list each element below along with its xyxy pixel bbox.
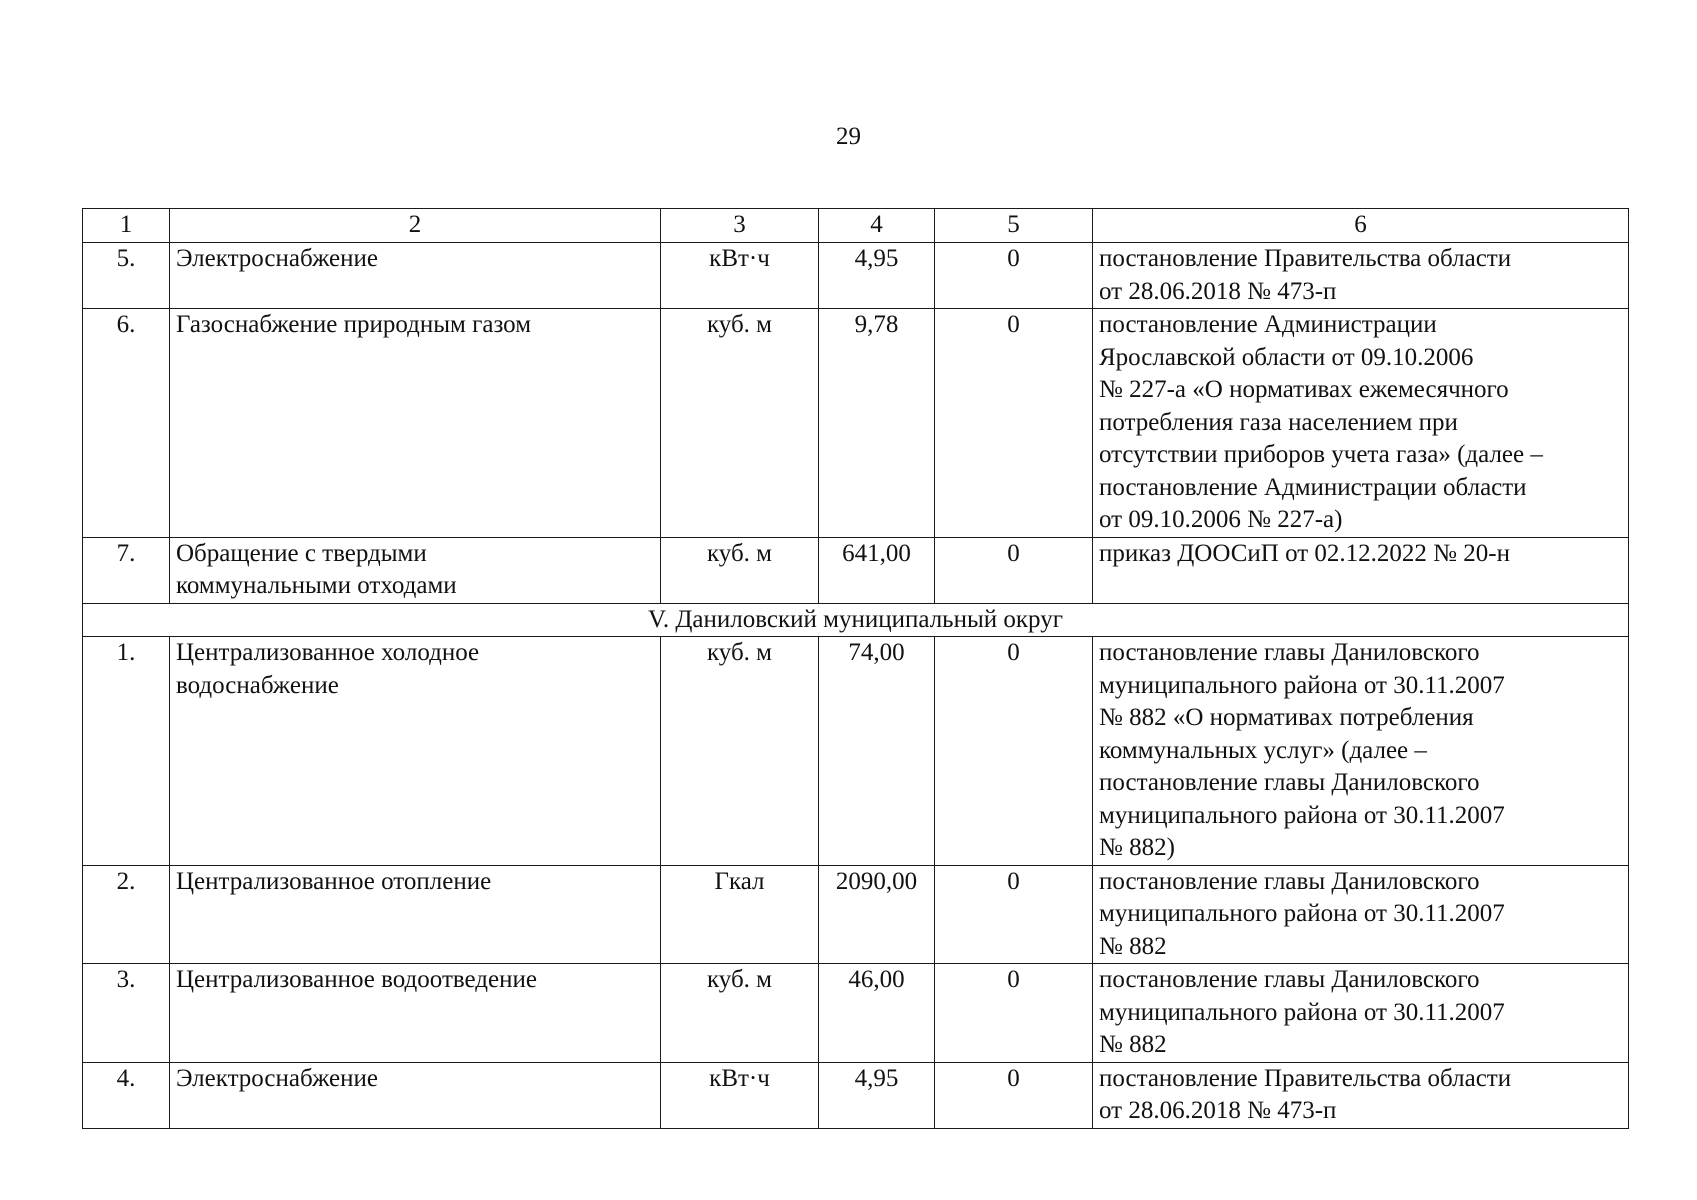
legal-basis <box>1093 537 1629 603</box>
unit-of-measure: куб. м <box>661 537 819 603</box>
row-number: 5. <box>83 243 170 309</box>
increase-coefficient: 0 <box>935 865 1093 964</box>
service-name <box>170 537 661 603</box>
unit-of-measure: куб. м <box>661 964 819 1063</box>
increase-coefficient: 0 <box>935 1062 1093 1128</box>
row-number: 1. <box>83 637 170 866</box>
legal-basis <box>1093 637 1629 866</box>
section-row <box>83 603 1629 637</box>
service-name <box>170 637 661 866</box>
legal-basis-line: № 882 «О нормативах потребления <box>1099 704 1474 731</box>
service-name-line: коммунальными отходами <box>176 572 457 599</box>
column-number: 2 <box>170 209 661 243</box>
legal-basis <box>1093 243 1629 309</box>
unit-of-measure: кВт·ч <box>661 1062 819 1128</box>
legal-basis-line: постановление главы Даниловского <box>1099 639 1480 666</box>
table-row <box>83 865 1629 964</box>
legal-basis-line: отсутствии приборов учета газа» (далее – <box>1099 441 1543 468</box>
norm-value: 2090,00 <box>819 865 935 964</box>
increase-coefficient: 0 <box>935 637 1093 866</box>
legal-basis-line: постановление главы Даниловского <box>1099 966 1480 993</box>
legal-basis-line: № 882 <box>1099 932 1167 960</box>
table-row <box>83 1062 1629 1128</box>
unit-of-measure: кВт·ч <box>661 243 819 309</box>
column-number: 3 <box>661 209 819 243</box>
legal-basis-line: муниципального района от 30.11.2007 <box>1099 801 1505 829</box>
row-number: 6. <box>83 309 170 538</box>
table-row <box>83 309 1629 538</box>
row-number: 3. <box>83 964 170 1063</box>
column-number: 1 <box>83 209 170 243</box>
page-number: 29 <box>836 123 861 150</box>
legal-basis-line: муниципального района от 30.11.2007 <box>1099 671 1505 699</box>
norm-value: 641,00 <box>819 537 935 603</box>
column-number: 4 <box>819 209 935 243</box>
norm-value: 46,00 <box>819 964 935 1063</box>
service-name: Электроснабжение <box>170 243 661 309</box>
column-number: 5 <box>935 209 1093 243</box>
legal-basis-line: постановление главы Даниловского <box>1099 769 1480 796</box>
column-number: 6 <box>1093 209 1629 243</box>
norm-value: 4,95 <box>819 1062 935 1128</box>
legal-basis-line: № 227-а «О нормативах ежемесячного <box>1099 376 1509 403</box>
service-name-line: Обращение с твердыми <box>176 539 427 567</box>
legal-basis-line: постановление Правительства области <box>1099 1064 1512 1092</box>
legal-basis-line: постановление Администрации <box>1099 311 1437 338</box>
legal-basis-line: муниципального района от 30.11.2007 <box>1099 900 1505 927</box>
legal-basis-line: приказ ДООСиП от 02.12.2022 № 20-н <box>1099 539 1510 567</box>
table-row <box>83 964 1629 1063</box>
norm-value: 74,00 <box>819 637 935 866</box>
service-name-line: водоснабжение <box>176 671 339 699</box>
legal-basis-line: постановление Правительства области <box>1099 245 1512 272</box>
norm-value: 9,78 <box>819 309 935 538</box>
legal-basis-line: коммунальных услуг» (далее – <box>1099 736 1427 764</box>
legal-basis <box>1093 1062 1629 1128</box>
row-number: 4. <box>83 1062 170 1128</box>
legal-basis <box>1093 964 1629 1063</box>
row-number: 7. <box>83 537 170 603</box>
legal-basis-line: потребления газа населением при <box>1099 408 1458 436</box>
legal-basis-line: № 882) <box>1099 834 1175 861</box>
legal-basis-line: № 882 <box>1099 1031 1167 1058</box>
unit-of-measure: куб. м <box>661 309 819 538</box>
increase-coefficient: 0 <box>935 537 1093 603</box>
norm-value: 4,95 <box>819 243 935 309</box>
table-row <box>83 537 1629 603</box>
increase-coefficient: 0 <box>935 964 1093 1063</box>
increase-coefficient: 0 <box>935 243 1093 309</box>
section-title: V. Даниловский муниципальный округ <box>83 603 1629 637</box>
service-name: Централизованное водоотведение <box>170 964 661 1063</box>
column-numbers-row <box>83 209 1629 243</box>
table-row <box>83 243 1629 309</box>
unit-of-measure: куб. м <box>661 637 819 866</box>
legal-basis-line: от 09.10.2006 № 227-а) <box>1099 506 1343 533</box>
increase-coefficient: 0 <box>935 309 1093 538</box>
legal-basis-line: от 28.06.2018 № 473-п <box>1099 277 1337 305</box>
table-row <box>83 637 1629 866</box>
legal-basis-line: от 28.06.2018 № 473-п <box>1099 1097 1337 1124</box>
service-name: Электроснабжение <box>170 1062 661 1128</box>
row-number: 2. <box>83 865 170 964</box>
legal-basis <box>1093 865 1629 964</box>
norms-table <box>82 208 1629 1129</box>
service-name-line: Централизованное холодное <box>176 639 480 666</box>
legal-basis-line: муниципального района от 30.11.2007 <box>1099 998 1505 1026</box>
legal-basis-line: постановление главы Даниловского <box>1099 867 1480 895</box>
unit-of-measure: Гкал <box>661 865 819 964</box>
service-name: Централизованное отопление <box>170 865 661 964</box>
service-name: Газоснабжение природным газом <box>170 309 661 538</box>
legal-basis-line: постановление Администрации области <box>1099 473 1527 501</box>
legal-basis <box>1093 309 1629 538</box>
legal-basis-line: Ярославской области от 09.10.2006 <box>1099 343 1474 371</box>
